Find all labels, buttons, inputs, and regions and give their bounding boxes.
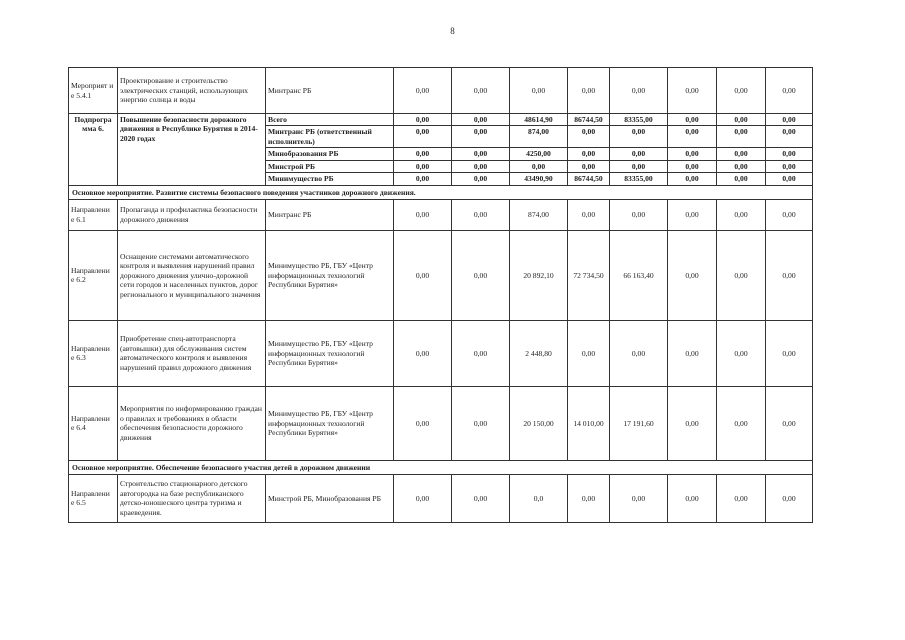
value-cell: 0,00: [568, 320, 610, 386]
row-executor: Минимущество РБ, ГБУ «Центр информационных технологий Республики Бурятия»: [266, 230, 394, 320]
value-cell: 0,00: [766, 320, 813, 386]
section-row: [69, 460, 813, 474]
value-cell: 0,00: [394, 199, 452, 230]
value-cell: 0,00: [394, 126, 452, 148]
value-cell: 0,00: [668, 160, 717, 172]
value-cell: 0,00: [610, 320, 668, 386]
row-name: Оснащение системами автоматического контроля и выявления нарушений правил дорожного движения улично-дорожной сети городов и населенных пунктов, дорог регионального и муниципального значения: [118, 230, 266, 320]
value-cell: 0,00: [668, 68, 717, 114]
value-cell: 874,00: [510, 199, 568, 230]
value-cell: 86744,50: [568, 173, 610, 185]
table-row: [69, 199, 813, 230]
value-cell: 43490,90: [510, 173, 568, 185]
value-cell: 0,00: [394, 386, 452, 460]
value-cell: 0,00: [766, 68, 813, 114]
row-executor: Минтранс РБ (ответственный исполнитель): [266, 126, 394, 148]
value-cell: 0,00: [452, 173, 510, 185]
value-cell: 0,00: [766, 173, 813, 185]
value-cell: 86744,50: [568, 114, 610, 126]
value-cell: 0,00: [452, 386, 510, 460]
value-cell: 0,00: [452, 474, 510, 522]
value-cell: 14 010,00: [568, 386, 610, 460]
value-cell: 0,00: [394, 114, 452, 126]
value-cell: 0,00: [394, 474, 452, 522]
row-executor: Минобразования РБ: [266, 148, 394, 160]
row-executor: Минимущество РБ, ГБУ «Центр информационных технологий Республики Бурятия»: [266, 320, 394, 386]
section-row: [69, 185, 813, 199]
value-cell: 0,00: [452, 199, 510, 230]
value-cell: 0,00: [610, 199, 668, 230]
row-name: Мероприятия по информированию граждан о правилах и требованиях в области обеспечения безопасности дорожного движения: [118, 386, 266, 460]
value-cell: 0,00: [568, 160, 610, 172]
value-cell: 20 150,00: [510, 386, 568, 460]
row-id: Направлени е 6.1: [69, 199, 118, 230]
row-executor: Всего: [266, 114, 394, 126]
value-cell: 0,00: [568, 68, 610, 114]
value-cell: 874,00: [510, 126, 568, 148]
value-cell: 0,00: [394, 230, 452, 320]
section-title: Основное мероприятие. Обеспечение безопасного участия детей в дорожном движении: [69, 460, 813, 474]
value-cell: 0,00: [568, 126, 610, 148]
value-cell: 0,00: [668, 230, 717, 320]
value-cell: 0,00: [717, 160, 766, 172]
value-cell: 83355,00: [610, 114, 668, 126]
value-cell: 0,00: [568, 474, 610, 522]
value-cell: 0,00: [610, 68, 668, 114]
value-cell: 0,00: [717, 386, 766, 460]
row-name: Пропаганда и профилактика безопасности дорожного движения: [118, 199, 266, 230]
row-name: Проектирование и строительство электрических станций, использующих энергию солнца и воды: [118, 68, 266, 114]
value-cell: 0,00: [394, 320, 452, 386]
value-cell: 0,00: [766, 148, 813, 160]
value-cell: 0,00: [668, 320, 717, 386]
table-row: [69, 386, 813, 460]
row-name: Строительство стационарного детского автогородка на базе республиканского детско-юношеского центра туризма и краеведения.: [118, 474, 266, 522]
value-cell: 0,00: [668, 126, 717, 148]
value-cell: 0,00: [717, 199, 766, 230]
value-cell: 83355,00: [610, 173, 668, 185]
table-row: [69, 68, 813, 114]
value-cell: 0,00: [668, 199, 717, 230]
value-cell: 0,00: [568, 148, 610, 160]
value-cell: 0,00: [717, 474, 766, 522]
value-cell: 0,00: [394, 160, 452, 172]
value-cell: 0,00: [610, 148, 668, 160]
value-cell: 4250,00: [510, 148, 568, 160]
value-cell: 0,00: [717, 148, 766, 160]
row-executor: Минстрой РБ: [266, 160, 394, 172]
row-executor: Минимущество РБ: [266, 173, 394, 185]
value-cell: 0,00: [717, 230, 766, 320]
value-cell: 0,00: [717, 114, 766, 126]
value-cell: 0,00: [452, 68, 510, 114]
table-row: [69, 474, 813, 522]
value-cell: 0,00: [717, 173, 766, 185]
row-executor: Минстрой РБ, Минобразования РБ: [266, 474, 394, 522]
value-cell: 0,00: [452, 160, 510, 172]
row-executor: Минтранс РБ: [266, 68, 394, 114]
value-cell: 0,00: [717, 320, 766, 386]
value-cell: 0,00: [668, 148, 717, 160]
value-cell: 20 892,10: [510, 230, 568, 320]
value-cell: 0,00: [452, 148, 510, 160]
section-title: Основное мероприятие. Развитие системы безопасного поведения участников дорожного движения.: [69, 185, 813, 199]
value-cell: 0,00: [766, 160, 813, 172]
row-executor: Минтранс РБ: [266, 199, 394, 230]
value-cell: 0,00: [452, 320, 510, 386]
row-id: Мероприят ие 5.4.1: [69, 68, 118, 114]
value-cell: 0,00: [766, 114, 813, 126]
budget-table: [68, 67, 813, 523]
value-cell: 17 191,60: [610, 386, 668, 460]
value-cell: 0,00: [717, 126, 766, 148]
value-cell: 0,00: [394, 173, 452, 185]
value-cell: 0,00: [766, 386, 813, 460]
value-cell: 0,00: [610, 474, 668, 522]
row-id: Подпрогра мма 6.: [69, 114, 118, 186]
value-cell: 0,00: [510, 160, 568, 172]
row-name: Приобретение спец-автотранспорта (автовышки) для обслуживания систем автоматического контроля и выявления нарушений правил дорожного движения: [118, 320, 266, 386]
value-cell: 0,00: [452, 114, 510, 126]
subprogram-row: [69, 114, 813, 126]
value-cell: 0,00: [668, 173, 717, 185]
value-cell: 0,00: [510, 68, 568, 114]
value-cell: 0,00: [766, 199, 813, 230]
table-row: [69, 320, 813, 386]
value-cell: 0,0: [510, 474, 568, 522]
value-cell: 0,00: [717, 68, 766, 114]
value-cell: 0,00: [766, 230, 813, 320]
table-row: [69, 230, 813, 320]
value-cell: 0,00: [452, 126, 510, 148]
row-id: Направлени е 6.2: [69, 230, 118, 320]
row-id: Направлени е 6.3: [69, 320, 118, 386]
value-cell: 72 734,50: [568, 230, 610, 320]
row-id: Направлени е 6.4: [69, 386, 118, 460]
value-cell: 0,00: [610, 160, 668, 172]
row-id: Направлени е 6.5: [69, 474, 118, 522]
page-number: 8: [450, 26, 455, 36]
value-cell: 0,00: [394, 148, 452, 160]
value-cell: 0,00: [668, 386, 717, 460]
value-cell: 0,00: [568, 199, 610, 230]
value-cell: 0,00: [668, 474, 717, 522]
row-executor: Минимущество РБ, ГБУ «Центр информационных технологий Республики Бурятия»: [266, 386, 394, 460]
value-cell: 0,00: [610, 126, 668, 148]
value-cell: 2 448,80: [510, 320, 568, 386]
row-name: Повышение безопасности дорожного движения в Республике Бурятия в 2014-2020 годах: [118, 114, 266, 186]
value-cell: 0,00: [668, 114, 717, 126]
value-cell: 0,00: [394, 68, 452, 114]
value-cell: 0,00: [452, 230, 510, 320]
value-cell: 0,00: [766, 126, 813, 148]
value-cell: 0,00: [766, 474, 813, 522]
value-cell: 48614,90: [510, 114, 568, 126]
value-cell: 66 163,40: [610, 230, 668, 320]
